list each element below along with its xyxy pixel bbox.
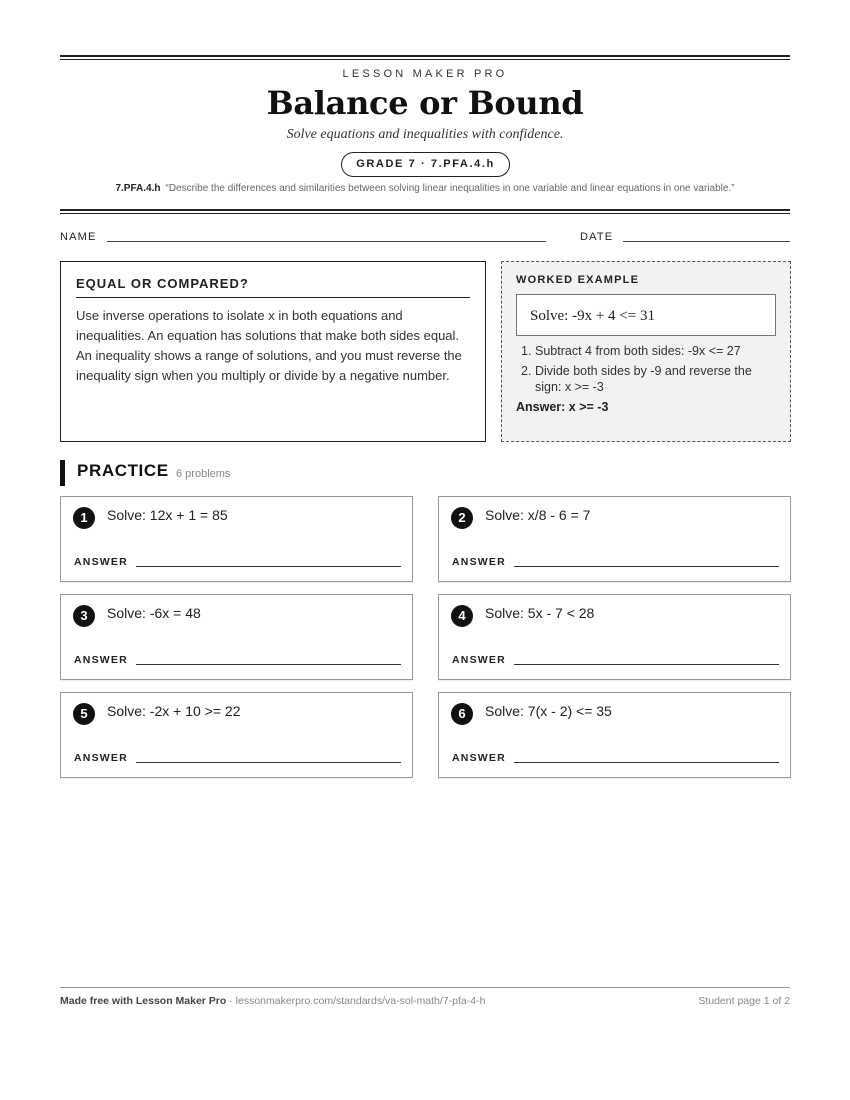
footer-credit bbox=[60, 995, 485, 1007]
name-label: NAME bbox=[60, 231, 97, 243]
answer-label: ANSWER bbox=[74, 752, 128, 764]
problem-card-5 bbox=[60, 692, 413, 778]
worked-example-heading: WORKED EXAMPLE bbox=[516, 274, 640, 286]
top-rule-thick bbox=[60, 55, 790, 57]
top-rule-thin bbox=[60, 59, 790, 60]
step-text: Divide both sides by -9 and reverse the sign: x >= -3 bbox=[535, 364, 752, 394]
footer-url[interactable]: · lessonmakerpro.com/standards/va-sol-math/7-pfa-4-h bbox=[229, 995, 486, 1007]
step-text: Subtract 4 from both sides: -9x <= 27 bbox=[535, 344, 741, 358]
practice-title: PRACTICE bbox=[77, 461, 169, 480]
date-field[interactable] bbox=[623, 241, 790, 242]
worked-example-steps bbox=[516, 343, 776, 395]
answer-label: ANSWER bbox=[452, 752, 506, 764]
problem-text: Solve: 7(x - 2) <= 35 bbox=[485, 703, 612, 719]
problem-card-4 bbox=[438, 594, 791, 680]
problem-number-badge: 1 bbox=[73, 507, 95, 529]
problem-text: Solve: -6x = 48 bbox=[107, 605, 201, 621]
answer-field[interactable] bbox=[136, 664, 401, 665]
intro-heading: EQUAL OR COMPARED? bbox=[76, 276, 470, 298]
intro-text: Use inverse operations to isolate x in both equations and inequalities. An equation has solutions that make both sides equal. An inequality shows a range of solutions, and you must reverse the inequality sign when you multiply or divide by a negative number. bbox=[76, 308, 462, 383]
worksheet-title: Balance or Bound bbox=[266, 84, 584, 122]
problem-card-3 bbox=[60, 594, 413, 680]
problem-number-badge: 5 bbox=[73, 703, 95, 725]
answer-field[interactable] bbox=[136, 762, 401, 763]
step-number: 2. bbox=[521, 364, 532, 378]
problem-text: Solve: 5x - 7 < 28 bbox=[485, 605, 595, 621]
worked-step bbox=[516, 343, 776, 359]
footer-page-number: Student page 1 of 2 bbox=[698, 995, 790, 1007]
worked-example-box bbox=[501, 261, 791, 442]
standard-text: “Describe the differences and similarities between solving linear inequalities in one variable and linear equations in one variable.” bbox=[165, 183, 735, 194]
worked-example-problem: Solve: -9x + 4 <= 31 bbox=[516, 294, 776, 336]
answer-label: ANSWER bbox=[452, 556, 506, 568]
problem-number-badge: 6 bbox=[451, 703, 473, 725]
answer-field[interactable] bbox=[136, 566, 401, 567]
worked-example-answer: Answer: x >= -3 bbox=[516, 400, 609, 414]
standard-description bbox=[0, 183, 850, 194]
problem-text: Solve: -2x + 10 >= 22 bbox=[107, 703, 241, 719]
grade-standard-pill: GRADE 7 · 7.PFA.4.h bbox=[341, 152, 510, 177]
standard-code: 7.PFA.4.h bbox=[115, 183, 161, 194]
answer-field[interactable] bbox=[514, 664, 779, 665]
worksheet-subtitle: Solve equations and inequalities with confidence. bbox=[286, 127, 564, 142]
answer-field[interactable] bbox=[514, 566, 779, 567]
date-label: DATE bbox=[580, 231, 614, 243]
worked-step bbox=[516, 363, 776, 395]
intro-box bbox=[60, 261, 486, 442]
answer-label: ANSWER bbox=[452, 654, 506, 666]
footer-made-with: Made free with Lesson Maker Pro bbox=[60, 995, 227, 1007]
footer-rule bbox=[60, 987, 790, 988]
answer-field[interactable] bbox=[514, 762, 779, 763]
problem-number-badge: 2 bbox=[451, 507, 473, 529]
problem-number-badge: 3 bbox=[73, 605, 95, 627]
step-number: 1. bbox=[521, 344, 532, 358]
problem-number-badge: 4 bbox=[451, 605, 473, 627]
header-rule-thick bbox=[60, 209, 790, 211]
practice-accent-bar bbox=[60, 460, 65, 486]
problem-card-1 bbox=[60, 496, 413, 582]
header-rule-thin bbox=[60, 213, 790, 214]
problem-text: Solve: 12x + 1 = 85 bbox=[107, 507, 228, 523]
problem-text: Solve: x/8 - 6 = 7 bbox=[485, 507, 591, 523]
practice-count: 6 problems bbox=[176, 468, 231, 480]
name-field[interactable] bbox=[107, 241, 546, 242]
problem-card-2 bbox=[438, 496, 791, 582]
problem-card-6 bbox=[438, 692, 791, 778]
brand-name: LESSON MAKER PRO bbox=[342, 68, 508, 80]
answer-label: ANSWER bbox=[74, 556, 128, 568]
answer-label: ANSWER bbox=[74, 654, 128, 666]
